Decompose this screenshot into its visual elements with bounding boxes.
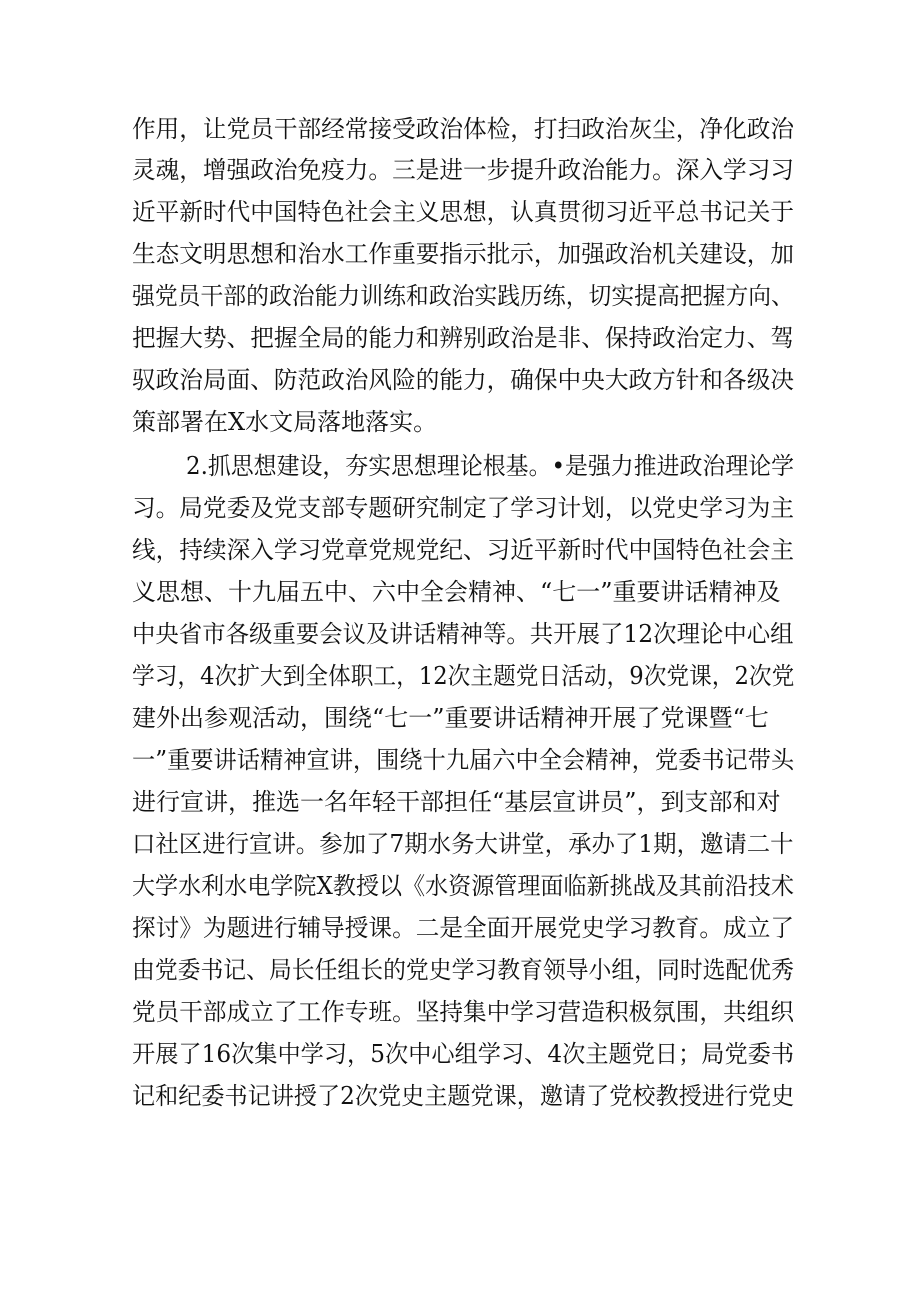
paragraph-line: 建外出参观活动，围绕“七一”重要讲话精神开展了党课暨“七 [132, 704, 769, 732]
paragraph-line: 一”重要讲话精神宣讲，围绕十九届六中全会精神，党委书记带头 [132, 746, 795, 774]
paragraph-line: 开展了16次集中学习，5次中心组学习、4次主题党日；局党委书 [132, 1040, 795, 1068]
paragraph-line: 线，持续深入学习党章党规党纪、习近平新时代中国特色社会主 [132, 536, 794, 564]
paragraph-line: 强党员干部的政治能力训练和政治实践历练，切实提高把握方向、 [132, 282, 794, 310]
paragraph-line: 党员干部成立了工作专班。坚持集中学习营造积极氛围，共组织 [132, 998, 794, 1026]
paragraph-line: 探讨》为题进行辅导授课。二是全面开展党史学习教育。成立了 [132, 914, 794, 942]
paragraph-line: 记和纪委书记讲授了2次党史主题党课，邀请了党校教授进行党史 [132, 1082, 795, 1110]
paragraph-line: 习。局党委及党支部专题研究制定了学习计划，以党史学习为主 [132, 494, 794, 522]
paragraph-line: 口社区进行宣讲。参加了7期水务大讲堂，承办了1期，邀请二十 [132, 830, 794, 858]
paragraph-line: 义思想、十九届五中、六中全会精神、“七一”重要讲话精神及 [132, 578, 781, 606]
paragraph-line: 由党委书记、局长任组长的党史学习教育领导小组，同时选配优秀 [132, 956, 794, 984]
paragraph-line: 学习，4次扩大到全体职工，12次主题党日活动，9次党课，2次党 [132, 662, 795, 690]
paragraph-line: 驭政治局面、防范政治风险的能力，确保中央大政方针和各级决 [132, 366, 794, 394]
paragraph-line: 灵魂，增强政治免疫力。三是进一步提升政治能力。深入学习习 [132, 156, 794, 184]
paragraph-line: 把握大势、把握全局的能力和辨别政治是非、保持政治定力、驾 [132, 324, 794, 352]
paragraph-line: 近平新时代中国特色社会主义思想，认真贯彻习近平总书记关于 [132, 198, 794, 226]
paragraph-line: 大学水利水电学院X教授以《水资源管理面临新挑战及其前沿技术 [132, 872, 795, 900]
paragraph-line: 2.抓思想建设，夯实思想理论根基。•是强力推进政治理论学 [186, 452, 795, 480]
paragraph-line: 进行宣讲，推选一名年轻干部担任“基层宣讲员”，到支部和对 [132, 788, 781, 816]
paragraph-line: 策部署在X水文局落地落实。 [132, 408, 438, 436]
paragraph-line: 中央省市各级重要会议及讲话精神等。共开展了12次理论中心组 [132, 620, 794, 648]
paragraph-line: 生态文明思想和治水工作重要指示批示，加强政治机关建设，加 [132, 240, 794, 268]
paragraph-line: 作用，让党员干部经常接受政治体检，打扫政治灰尘，净化政治 [132, 115, 794, 143]
